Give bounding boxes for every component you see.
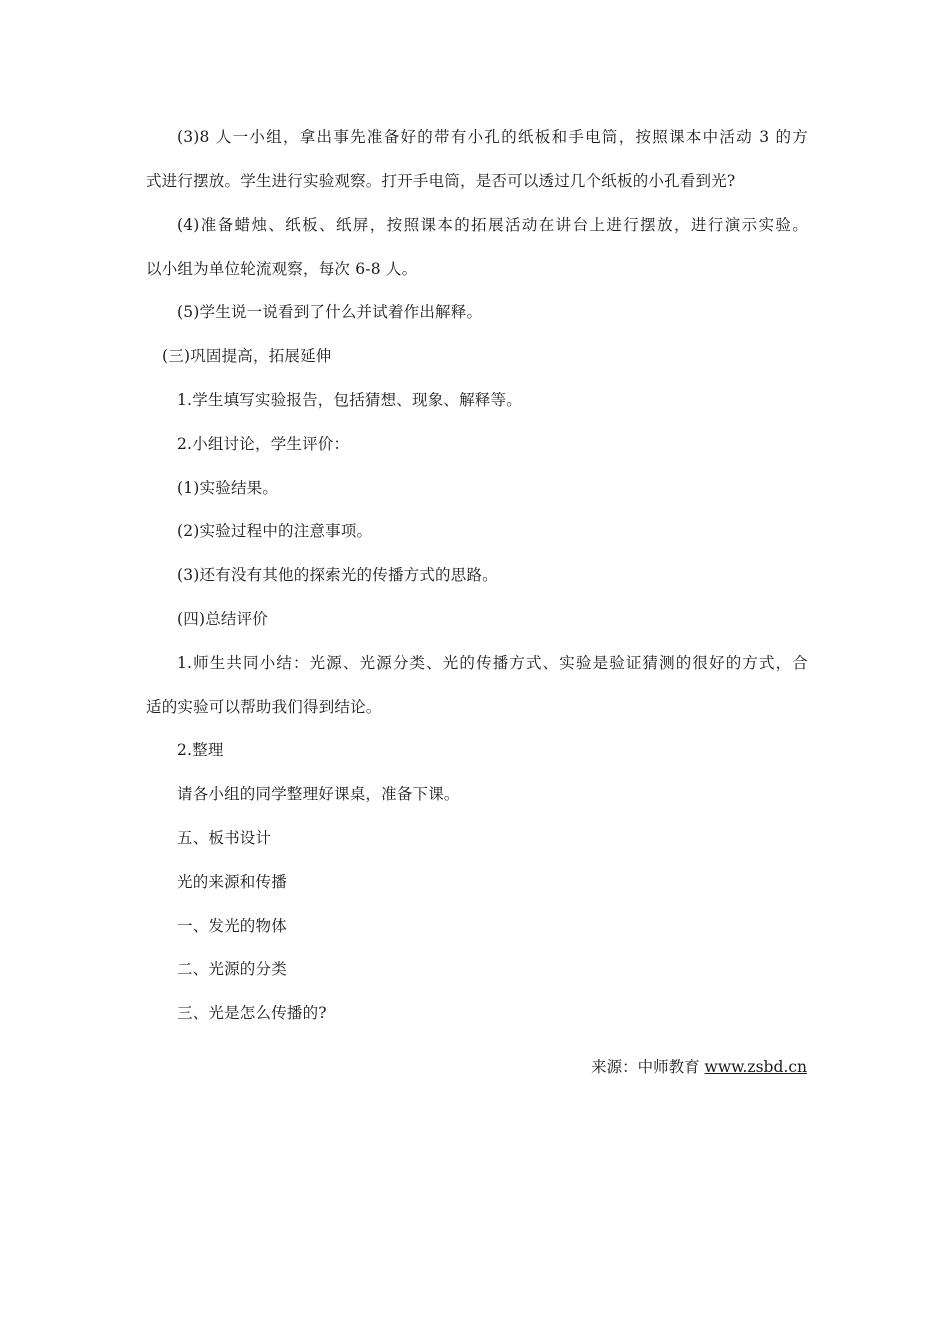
paragraph-line: 2.整理	[177, 741, 224, 759]
list-item: (3)还有没有其他的探索光的传播方式的思路。	[177, 566, 498, 584]
section-heading: 五、板书设计	[177, 829, 272, 847]
source-label: 来源：中师教育	[591, 1058, 700, 1076]
source-footer	[591, 1057, 807, 1077]
list-item: (2)实验过程中的注意事项。	[177, 522, 373, 540]
paragraph-line: 适的实验可以帮助我们得到结论。	[146, 698, 382, 716]
board-item: 一、发光的物体	[177, 917, 287, 935]
paragraph-line: (5)学生说一说看到了什么并试着作出解释。	[177, 303, 483, 321]
list-item: (1)实验结果。	[177, 479, 279, 497]
board-item: 二、光源的分类	[177, 960, 287, 978]
paragraph-line: 1.师生共同小结：光源、光源分类、光的传播方式、实验是验证猜测的很好的方式，合	[177, 654, 808, 672]
paragraph-line: (3)8 人一小组，拿出事先准备好的带有小孔的纸板和手电筒，按照课本中活动 3 的方	[177, 128, 808, 146]
paragraph-line: 请各小组的同学整理好课桌，准备下课。	[177, 785, 460, 803]
board-item: 三、光是怎么传播的?	[177, 1004, 327, 1022]
paragraph-line: 1.学生填写实验报告，包括猜想、现象、解释等。	[177, 391, 522, 409]
section-heading: (四)总结评价	[177, 610, 268, 628]
source-link[interactable]: www.zsbd.cn	[704, 1058, 807, 1076]
section-heading: (三)巩固提高，拓展延伸	[162, 347, 332, 365]
paragraph-line: 式进行摆放。学生进行实验观察。打开手电筒，是否可以透过几个纸板的小孔看到光?	[146, 172, 736, 190]
paragraph-line: (4)准备蜡烛、纸板、纸屏，按照课本的拓展活动在讲台上进行摆放，进行演示实验。	[177, 216, 808, 234]
paragraph-line: 2.小组讨论，学生评价：	[177, 435, 350, 453]
paragraph-line: 以小组为单位轮流观察，每次 6-8 人。	[146, 260, 418, 278]
board-title: 光的来源和传播	[177, 873, 287, 891]
